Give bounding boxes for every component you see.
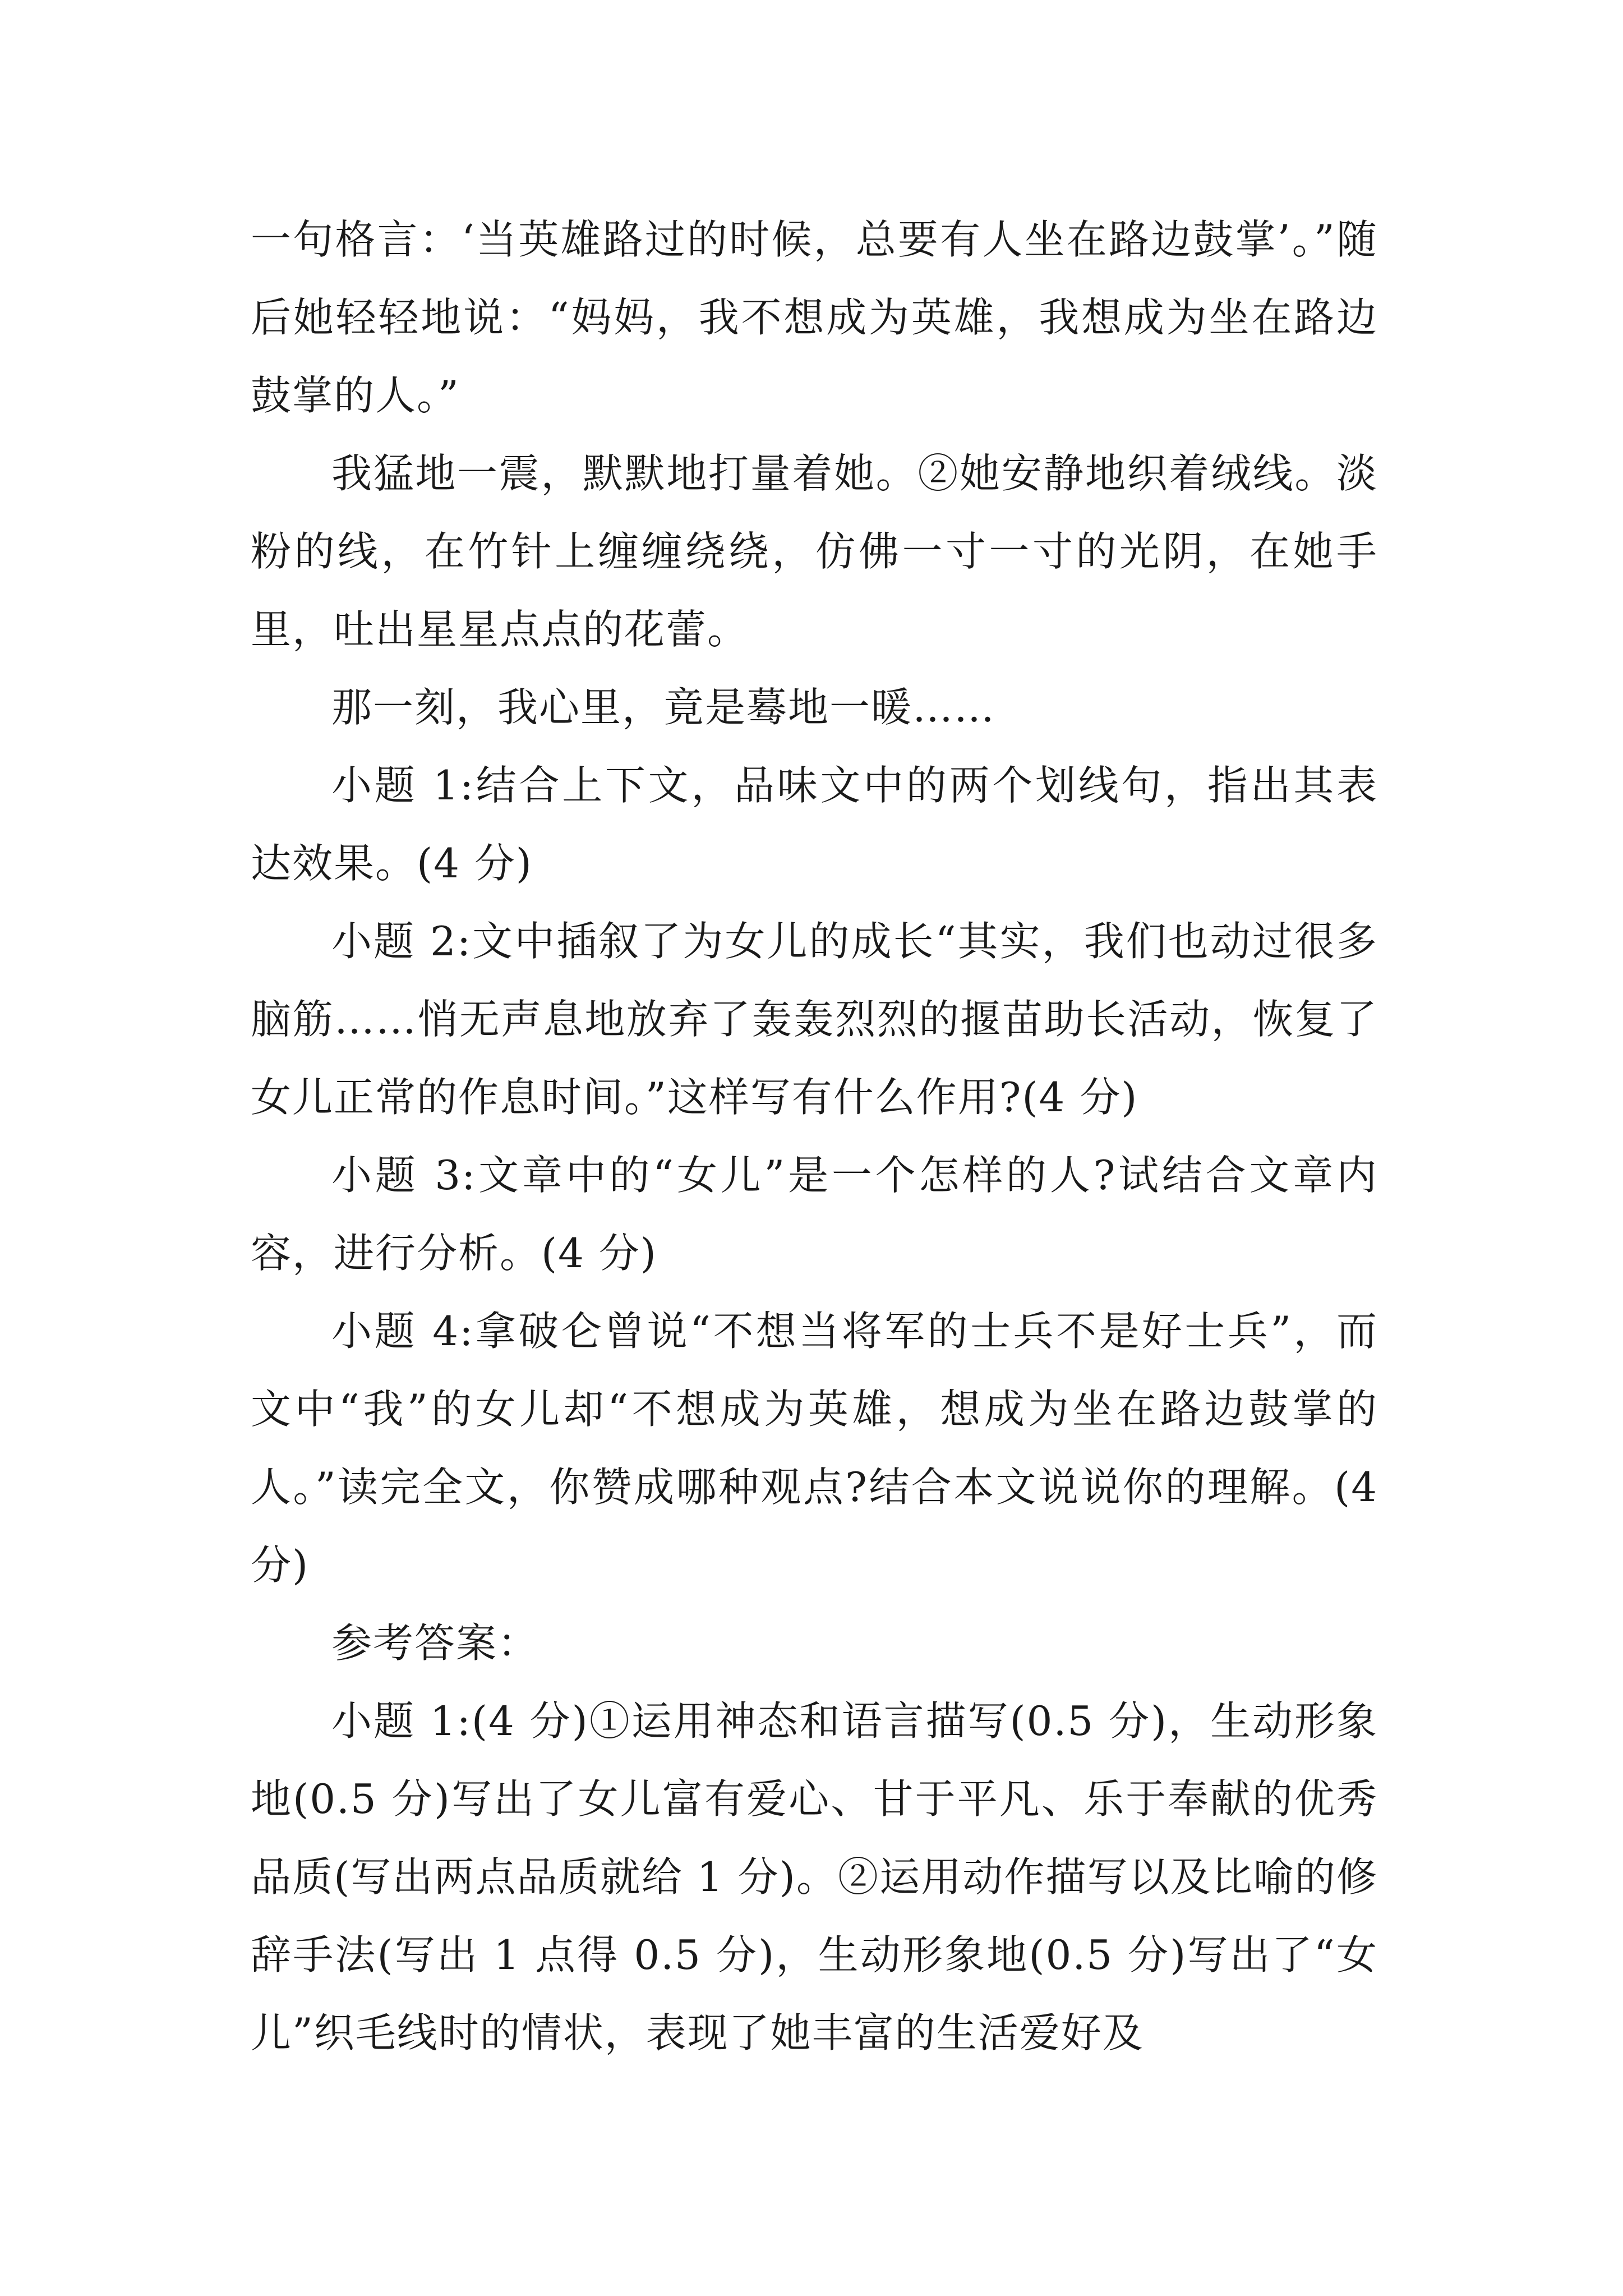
question-4: 小题 4:拿破仑曾说“不想当将军的士兵不是好士兵”，而文中“我”的女儿却“不想成为英雄，想成为坐在路边鼓掌的人。”读完全文，你赞成哪种观点?结合本文说说你的理解。(4 分) <box>251 1308 1378 1589</box>
question-2: 小题 2:文中插叙了为女儿的成长“其实，我们也动过很多脑筋……悄无声息地放弃了轰轰烈烈的揠苗助长活动，恢复了女儿正常的作息时间。”这样写有什么作用?(4 分) <box>251 918 1378 1121</box>
answer-heading: 参考答案： <box>331 1619 540 1667</box>
question-3: 小题 3:文章中的“女儿”是一个怎样的人?试结合文章内容，进行分析。(4 分) <box>251 1152 1378 1277</box>
document-body <box>251 201 1378 2072</box>
answer-1: 小题 1:(4 分)①运用神态和语言描写(0.5 分)，生动形象地(0.5 分)写出了女儿富有爱心、甘于平凡、乐于奉献的优秀品质(写出两点品质就给 1 分)。②运用动作描写以及比喻的修辞手法(写出 1 点得 0.5 分)，生动形象地(0.5 分)写出了“女儿”织毛线时的情状，表现了她丰富的生活爱好及 <box>251 1697 1378 2056</box>
question-1: 小题 1:结合上下文，品味文中的两个划线句，指出其表达效果。(4 分) <box>251 762 1378 887</box>
paragraph-narrative-end: 那一刻，我心里，竟是蓦地一暖…… <box>331 684 996 731</box>
paragraph-narrative: 我猛地一震，默默地打量着她。②她安静地织着绒线。淡粉的线，在竹针上缠缠绕绕，仿佛一寸一寸的光阴，在她手里，吐出星星点点的花蕾。 <box>251 450 1378 653</box>
paragraph-continuation: 一句格言：‘当英雄路过的时候，总要有人坐在路边鼓掌’。”随后她轻轻地说：“妈妈，我不想成为英雄，我想成为坐在路边鼓掌的人。” <box>251 216 1378 419</box>
